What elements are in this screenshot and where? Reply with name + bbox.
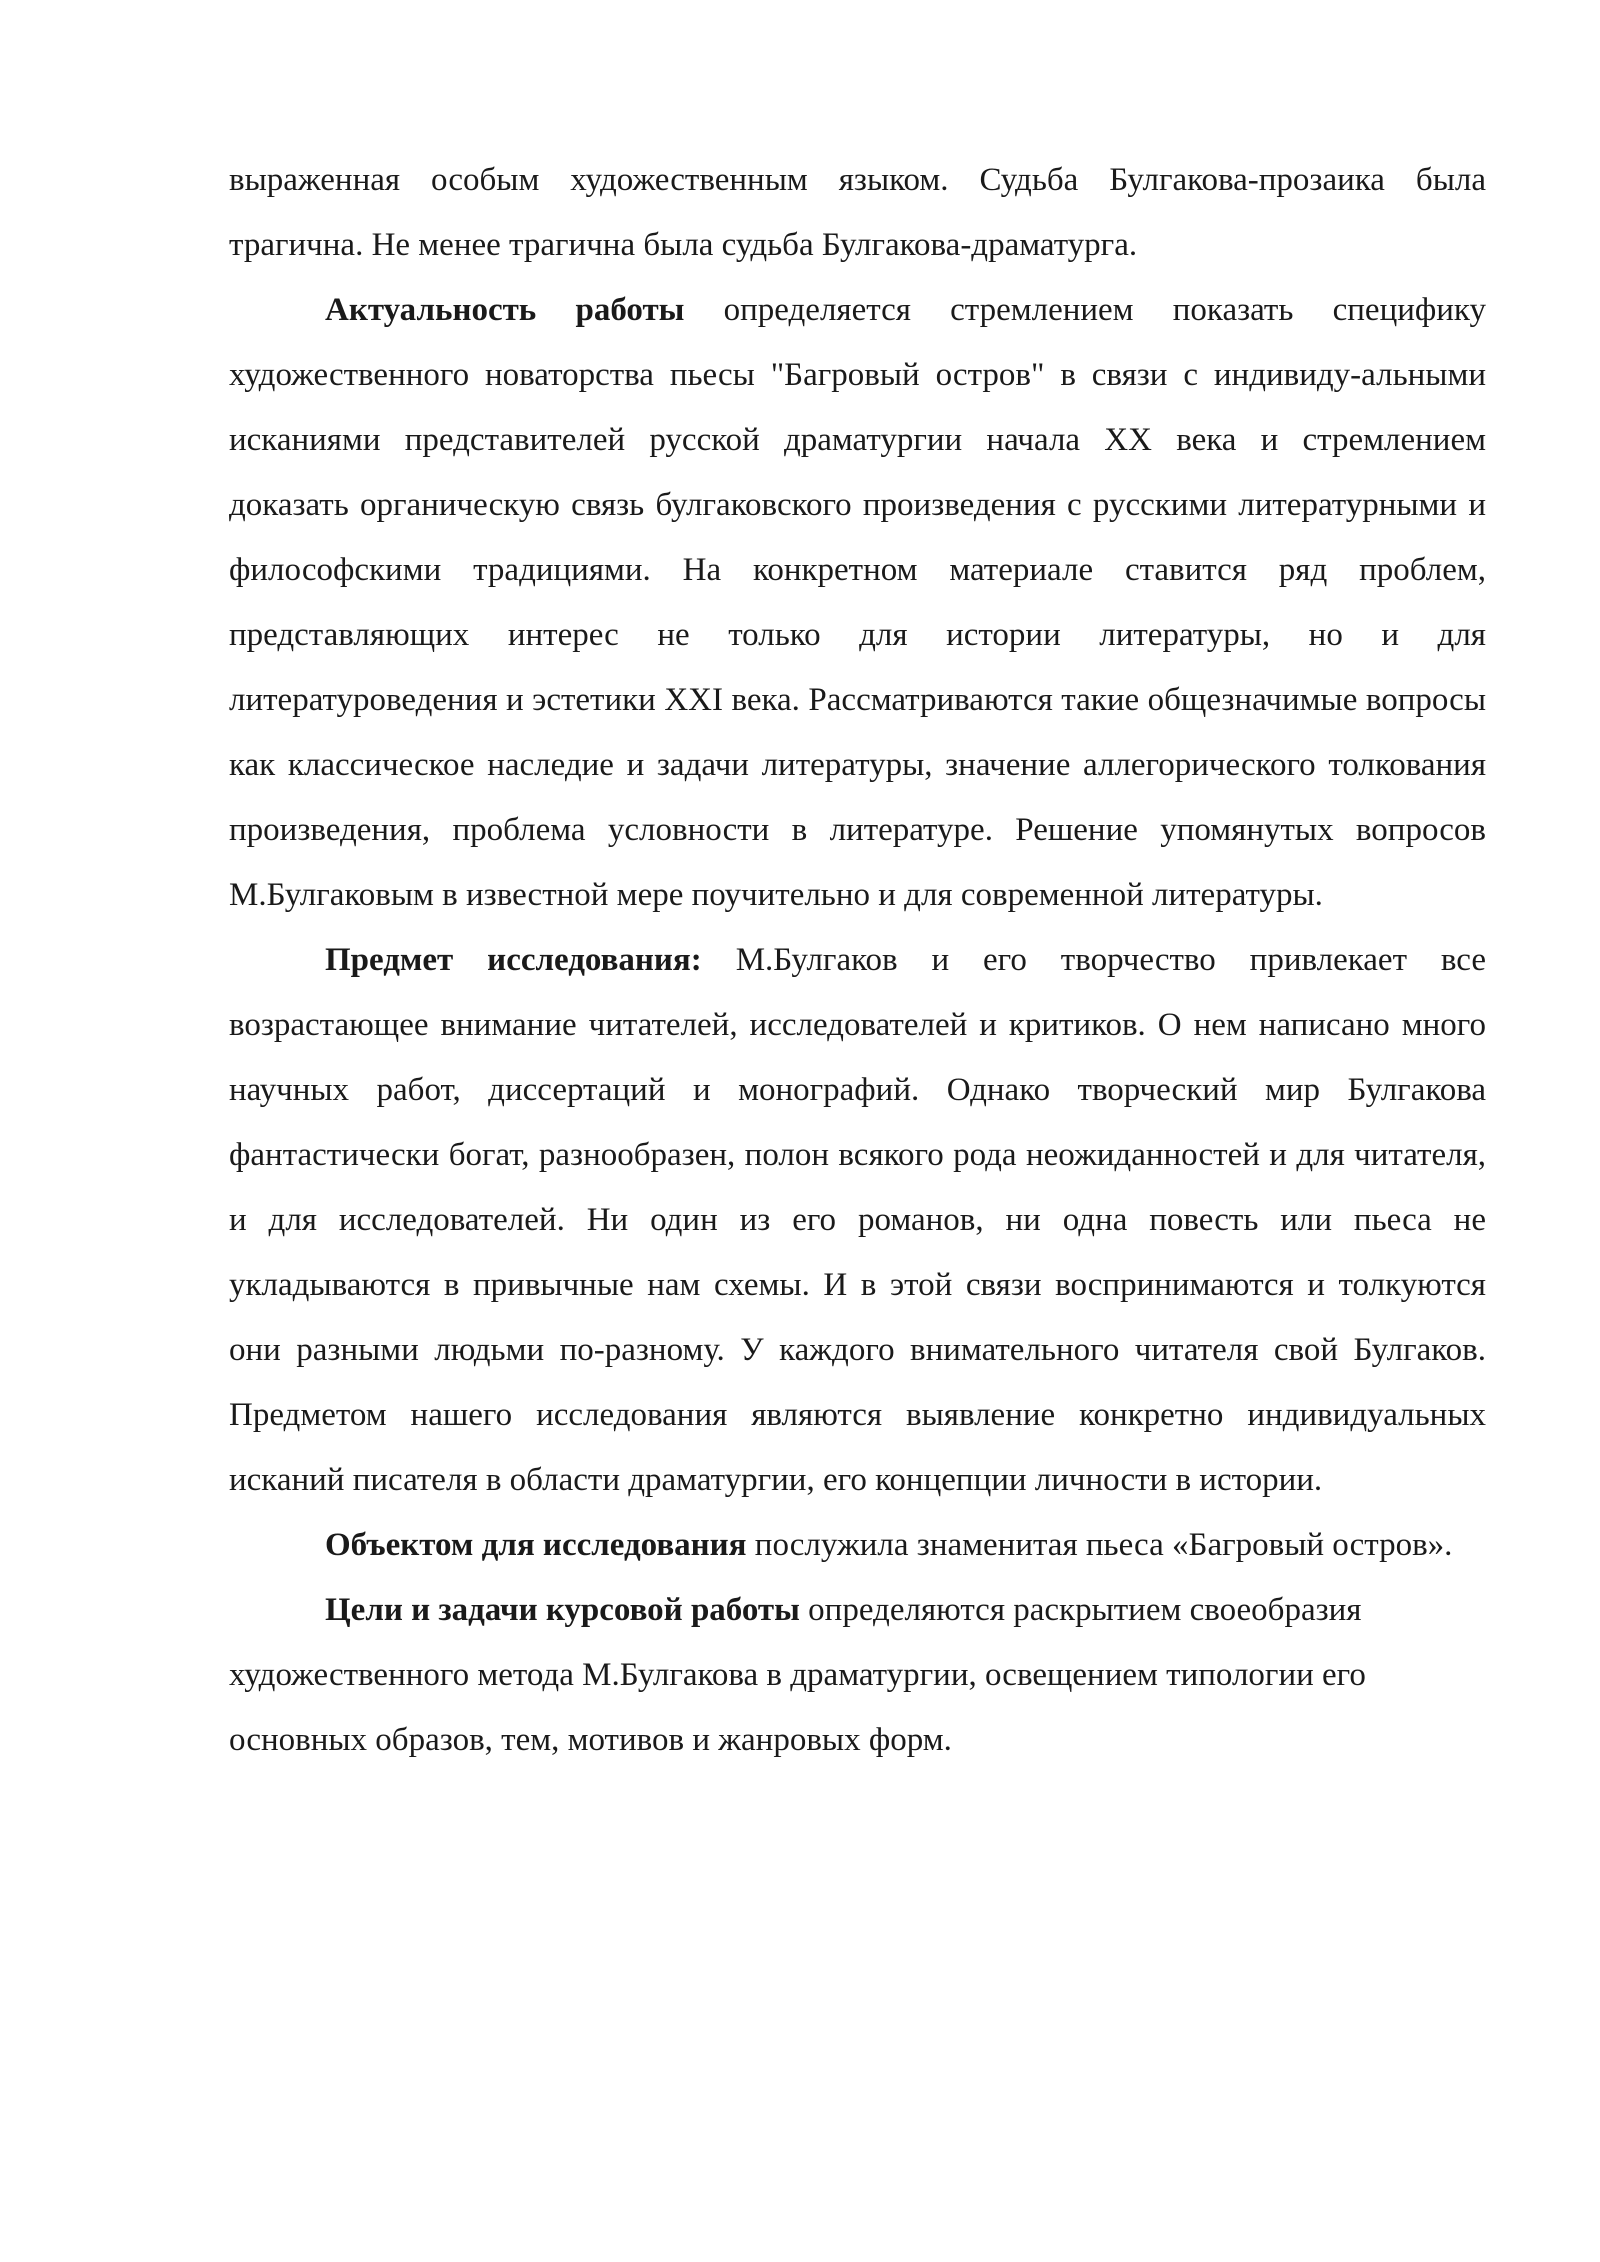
paragraph-heading-relevance: Актуальность работы [325, 292, 685, 328]
paragraph-object [229, 1513, 1486, 1578]
paragraph-intro-continuation [229, 148, 1486, 278]
paragraph-heading-subject: Предмет исследования: [325, 942, 702, 978]
paragraph-subject [229, 928, 1486, 1513]
paragraph-text: выраженная особым художественным языком. Судьба Булгакова-прозаика была трагична. Не менее трагична была судьба Булгакова-драматурга. [229, 162, 1486, 263]
paragraph-text: М.Булгаков и его творчество привлекает все возрастающее внимание читателей, исследователей и критиков. О нем написано много научных работ, диссертаций и монографий. Однако творческий мир Булгакова фантастически богат, разнообразен, полон всякого рода неожиданностей и для читателя, и для исследователей. Ни один из его романов, ни одна повесть или пьеса не укладываются в привычные нам схемы. И в этой связи воспринимаются и толкуются они разными людьми по-разному. У каждого внимательного читателя свой Булгаков. Предметом нашего исследования являются выявление конкретно индивидуальных исканий писателя в области драматургии, его концепции личности в истории. [229, 942, 1486, 1498]
paragraph-text: определяются раскрытием своеобразия художественного метода М.Булгакова в драматургии, освещением типологии его основных образов, тем, мотивов и жанровых форм. [229, 1592, 1366, 1758]
paragraph-text: послужила знаменитая пьеса «Багровый остров». [746, 1527, 1453, 1563]
paragraph-heading-goals: Цели и задачи курсовой работы [325, 1592, 800, 1628]
paragraph-text: определяется стремлением показать специфику художественного новаторства пьесы "Багровый остров" в связи с индивиду-альными исканиями представителей русской драматургии начала XX века и стремлением доказать органическую связь булгаковского произведения с русскими литературными и философскими традициями. На конкретном материале ставится ряд проблем, представляющих интерес не только для истории литературы, но и для литературоведения и эстетики XXI века. Рассматриваются такие общезначимые вопросы как классическое наследие и задачи литературы, значение аллегорического толкования произведения, проблема условности в литературе. Решение упомянутых вопросов М.Булгаковым в известной мере поучительно и для современной литературы. [229, 292, 1486, 913]
body-text [229, 148, 1486, 1773]
paragraph-heading-object: Объектом для исследования [325, 1527, 747, 1563]
paragraph-relevance [229, 278, 1486, 928]
paragraph-goals [229, 1578, 1409, 1773]
